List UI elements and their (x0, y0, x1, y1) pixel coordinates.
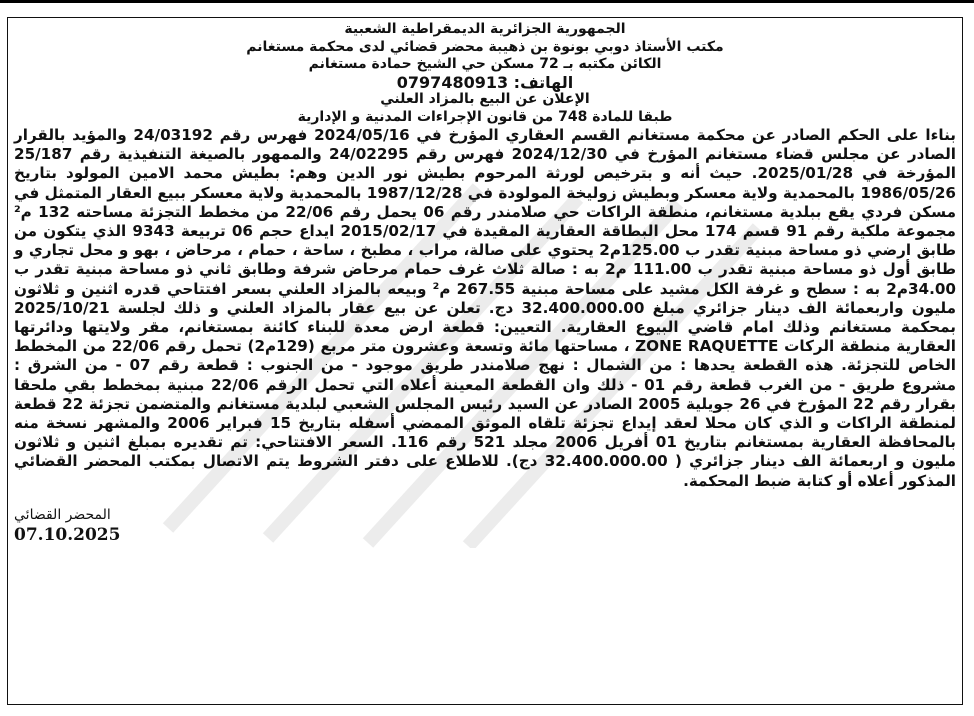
header-announcement: الإعلان عن البيع بالمزاد العلني (380, 91, 590, 107)
header-phone: الهاتف: 0797480913 (396, 72, 574, 92)
signature-date: 07.10.2025 (14, 524, 121, 545)
top-rule (0, 0, 974, 3)
header-republic: الجمهورية الجزائرية الديمقراطية الشعبية (344, 21, 626, 37)
signature-title: المحضر القضائي (14, 506, 111, 523)
notice-header (8, 21, 962, 126)
signature-block (8, 506, 962, 546)
notice-body: بناءا على الحكم الصادر عن محكمة مستغانم القسم العقاري المؤرخ في 2024/05/16 فهرس رقم 24/03192 والمؤيد بالقرار الصادر عن مجلس قضاء مستغانم المؤرخ في 2024/12/30 فهرس رقم 24/02295 والممهور بالصيغة التنفيذية رقم 25/187 المؤرخة في 2025/01/28. حيث أنه و بترخيص لورثة المرحوم بطيش نور الدين وهم: بطيش محمد الامين المولود بتاريخ 1986/05/26 بالمحمدية ولاية معسكر وبطيش زوليخة المولودة في 1987/12/28 بالمحمدية ولاية معسكر ببيع العقار المتمثل في مسكن فردي يقع ببلدية مستغانم، منطقة الراكات حي صلامندر رقم 06 يحمل رقم 22/06 من مخطط التجزئة مساحته 132 م² مجموعة ملكية رقم 91 قسم 174 محل البطاقة العقارية المقيدة في 2015/02/17 ايداع حجم 06 تربيعة 9343 الذي يتكون من طابق ارضي ذو مساحة مبنية تقدر ب 125.00م2 يحتوي على صالة، مراب ، مطبخ ، ساحة ، حمام ، مرحاض ، بهو و محل تجاري و طابق أول ذو مساحة مبنية تقدر ب 111.00 م2 به : صالة ثلاث غرف حمام مرحاض شرفة وطابق ثاني ذو مساحة مبنية تقدر ب 34.00م2 به : سطح و غرفة الكل مشيد على مساحة مبنية 267.55 م² وبيعه بالمزاد العلني بسعر افتتاحي قدره اثنين و ثلاثون مليون واربعمائة الف دينار جزائري مبلغ 32.400.000.00 دج. تعلن عن بيع عقار بالمزاد العلني و ذلك لجلسة 2025/10/21 بمحكمة مستغانم وذلك امام قاضي البيوع العقارية. التعيين: قطعة ارض معدة للبناء كائنة بمستغانم، مقر ولايتها ودائرتها العقارية منطقة الركات ZONE RAQUETTE ، مساحتها مائة وتسعة وعشرون متر مربع (129م2) تحمل رقم 22/06 من المخطط الخاص للتجزئة. هذه القطعة يحدها : من الشمال : نهج صلامندر طريق موجود - من الجنوب : قطعة رقم 07 - من الشرق : مشروع طريق - من الغرب قطعة رقم 01 - ذلك وان القطعة المعينة أعلاه التي تحمل الرقم 22/06 مبنية بمخطط بقي ملحقا بقرار رقم 22 المؤرخ في 26 جويلية 2005 الصادر عن السيد رئيس المجلس الشعبي لبلدية مستغانم والمتضمن تجزئة 22 قطعة لمنطقة الراكات و الذي كان محلا لعقد إيداع تجزئة تلقاه الموثق الممضي أسفله بتاريخ 15 فبراير 2006 والمشهر نسخة منه بالمحافظة العقارية بمستغانم بتاريخ 01 أفريل 2006 مجلد 521 رقم 116. السعر الافتتاحي: تم تقديره بمبلغ اثنين و ثلاثون مليون و اربعمائة الف دينار جزائري ( 32.400.000.00 دج). للاطلاع على دفتر الشروط يتم الاتصال بمكتب المحضر القضائي المذكور أعلاه أو كتابة ضبط المحكمة. (14, 126, 957, 490)
header-address: الكائن مكتبه بـ 72 مسكن حي الشيخ حمادة مستغانم (308, 56, 662, 72)
header-legal-basis: طبقا للمادة 748 من قانون الإجراءات المدنية و الإدارية (297, 108, 673, 125)
header-office: مكتب الأستاذ دوبي بونوة بن ذهيبة محضر قضائي لدى محكمة مستغانم (246, 38, 724, 55)
auction-notice (7, 17, 963, 705)
